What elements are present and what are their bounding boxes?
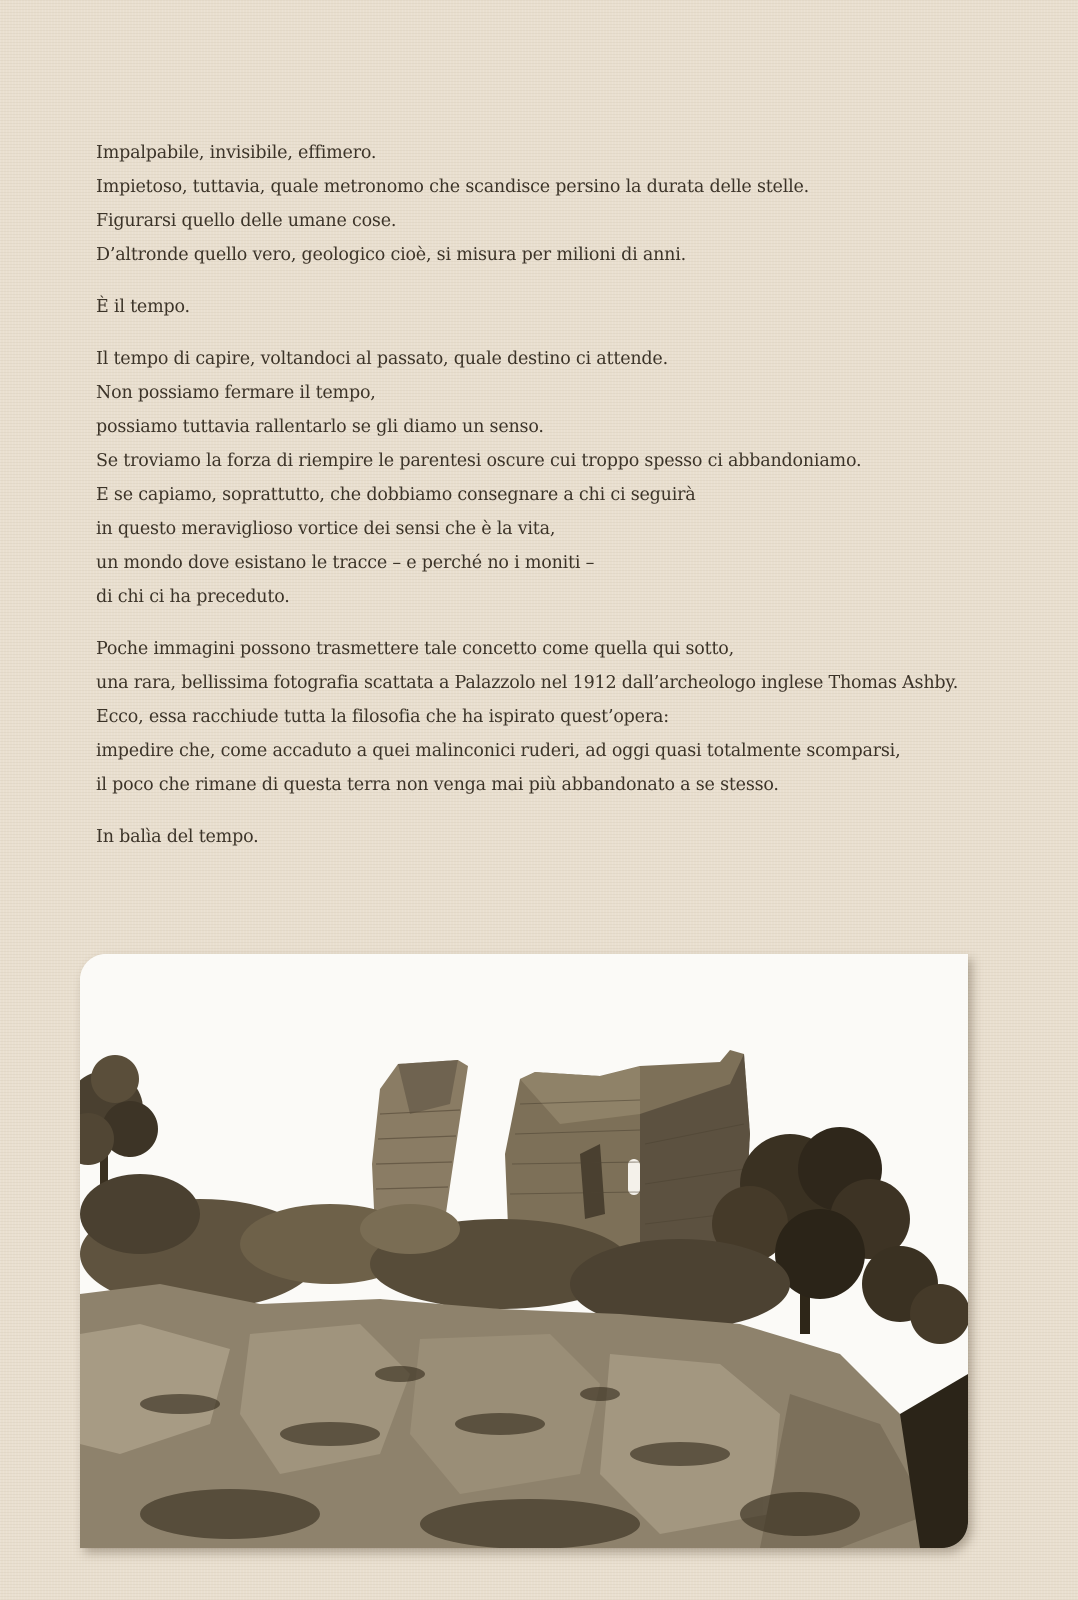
text-block <box>96 136 1056 872</box>
text-line: di chi ci ha preceduto. <box>96 587 290 607</box>
paragraph <box>96 136 1056 272</box>
text-line: Poche immagini possono trasmettere tale concetto come quella qui sotto, <box>96 639 735 659</box>
text-line: in questo meraviglioso vortice dei sensi che è la vita, <box>96 519 556 539</box>
text-line: È il tempo. <box>96 297 190 317</box>
paragraph <box>96 342 1056 614</box>
ruins-photo-illustration <box>80 954 968 1548</box>
paragraph <box>96 632 1056 802</box>
text-line: un mondo dove esistano le tracce – e perché no i moniti – <box>96 553 595 573</box>
text-line: D’altronde quello vero, geologico cioè, si misura per milioni di anni. <box>96 245 686 265</box>
text-line: Figurarsi quello delle umane cose. <box>96 211 397 231</box>
text-line: Impietoso, tuttavia, quale metronomo che scandisce persino la durata delle stelle. <box>96 177 810 197</box>
paragraph <box>96 290 1056 324</box>
text-line: Non possiamo fermare il tempo, <box>96 383 376 403</box>
text-line: Ecco, essa racchiude tutta la filosofia che ha ispirato quest’opera: <box>96 707 669 727</box>
text-line: il poco che rimane di questa terra non venga mai più abbandonato a se stesso. <box>96 775 779 795</box>
ruins-photograph <box>80 954 968 1548</box>
text-line: impedire che, come accaduto a quei malinconici ruderi, ad oggi quasi totalmente scomparsi, <box>96 741 901 761</box>
text-line: Impalpabile, invisibile, effimero. <box>96 143 377 163</box>
text-line: In balìa del tempo. <box>96 827 259 847</box>
paragraph <box>96 820 1056 854</box>
text-line: Il tempo di capire, voltandoci al passato, quale destino ci attende. <box>96 349 668 369</box>
text-line: una rara, bellissima fotografia scattata a Palazzolo nel 1912 dall’archeologo inglese Thomas Ashby. <box>96 673 959 693</box>
text-line: E se capiamo, soprattutto, che dobbiamo consegnare a chi ci seguirà <box>96 485 696 505</box>
text-line: possiamo tuttavia rallentarlo se gli diamo un senso. <box>96 417 544 437</box>
text-line: Se troviamo la forza di riempire le parentesi oscure cui troppo spesso ci abbandoniamo. <box>96 451 862 471</box>
